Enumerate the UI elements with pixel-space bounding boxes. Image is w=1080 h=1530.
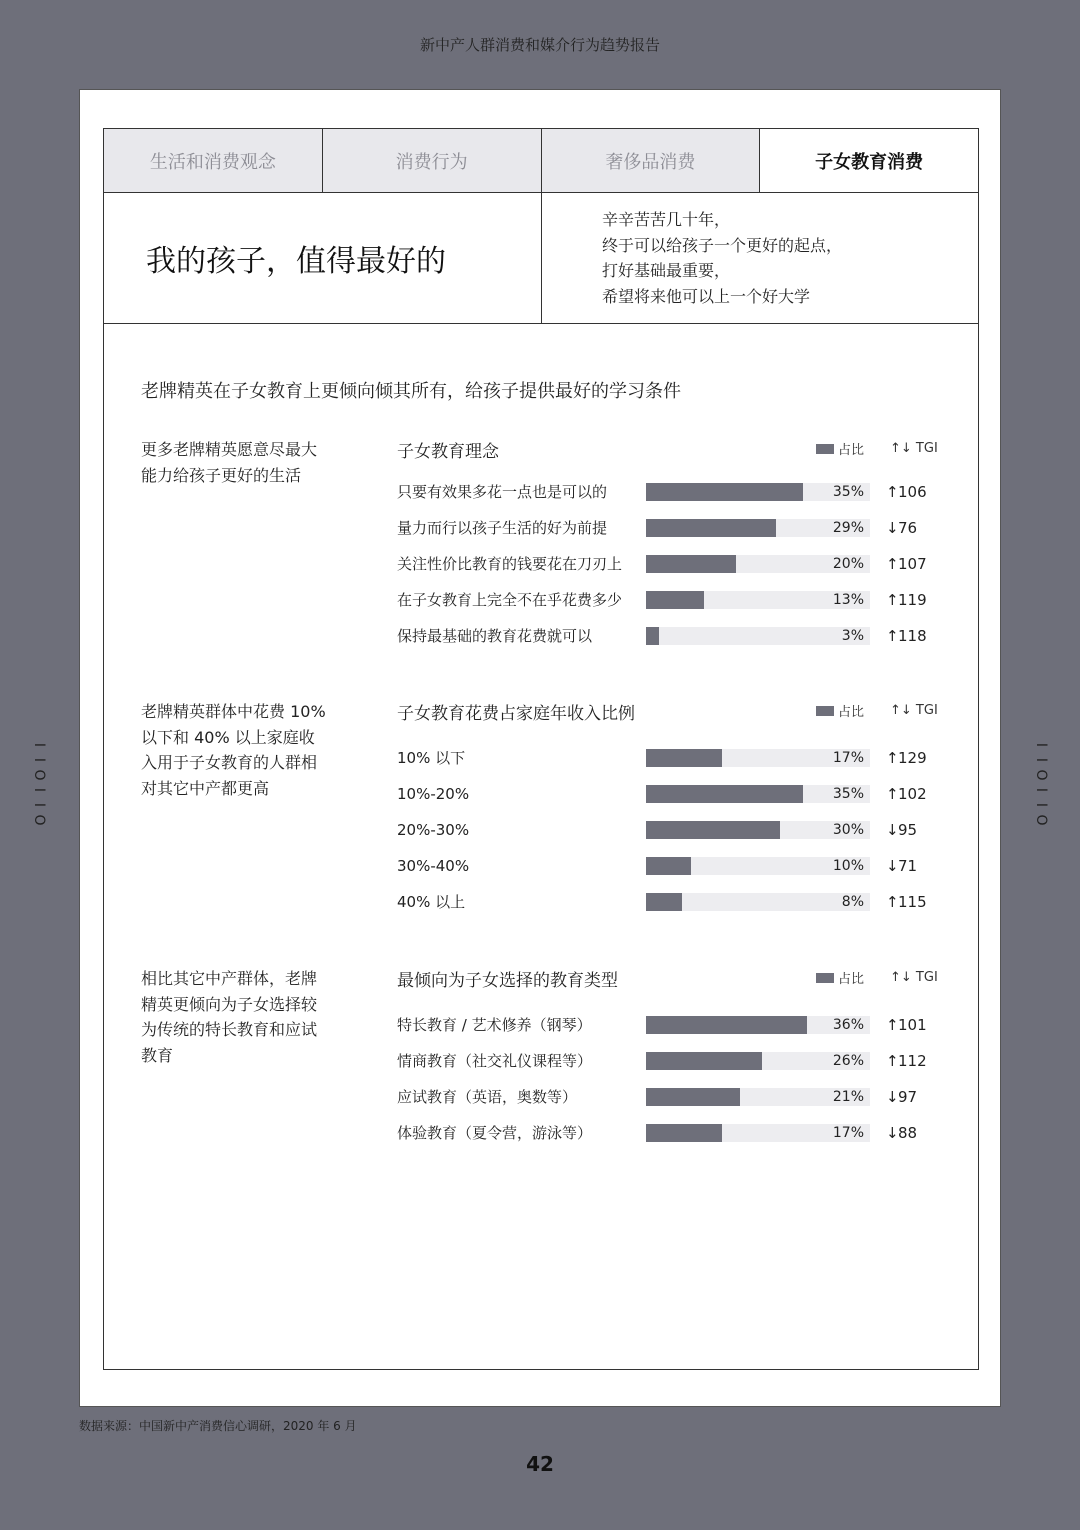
legend-tgi-label: ↑↓ TGI — [890, 970, 938, 985]
bar-track — [646, 1088, 870, 1106]
page-number: 42 — [526, 1452, 554, 1476]
bar-row — [104, 554, 980, 574]
tgi-number: 76 — [898, 519, 918, 537]
bar-value-label: 17% — [832, 750, 864, 766]
tab-consumption[interactable]: 消费行为 — [323, 129, 542, 192]
bar-row — [104, 590, 980, 610]
bar-track — [646, 785, 870, 803]
tab-luxury[interactable]: 奢侈品消费 — [542, 129, 761, 192]
tgi-value — [886, 590, 927, 610]
chart-description-line: 更多老牌精英愿意尽最大 — [141, 440, 318, 459]
tgi-number: 95 — [898, 821, 918, 839]
chart-title: 子女教育理念 — [397, 442, 499, 462]
bar-category-label: 保持最基础的教育花费就可以 — [397, 627, 593, 645]
bar-track — [646, 821, 870, 839]
legend-share-label: 占比 — [838, 443, 865, 458]
arrow-down-icon: ↓ — [886, 821, 899, 839]
bar-row — [104, 820, 980, 840]
legend-swatch — [816, 706, 834, 716]
chart-legend — [816, 968, 938, 987]
bar — [646, 591, 704, 609]
bar-value-label: 21% — [832, 1089, 864, 1105]
arrow-down-icon: ↓ — [886, 1088, 899, 1106]
bar-value-label: 20% — [832, 556, 864, 572]
tgi-value — [886, 856, 917, 876]
tgi-value — [886, 1015, 927, 1035]
arrow-up-icon: ↑ — [886, 483, 899, 501]
bar — [646, 893, 682, 911]
tgi-number: 88 — [898, 1124, 918, 1142]
arrow-up-icon: ↑ — [886, 1016, 899, 1034]
bar-row — [104, 856, 980, 876]
bar-value-label: 10% — [832, 858, 864, 874]
bar-row — [104, 748, 980, 768]
hero-quote-line: 希望将来他可以上一个好大学 — [602, 286, 811, 306]
bar-value-label: 35% — [832, 484, 864, 500]
bar — [646, 1124, 722, 1142]
bar — [646, 857, 691, 875]
tgi-number: 112 — [898, 1052, 927, 1070]
chart-description-line: 以下和 40% 以上家庭收 — [141, 727, 315, 747]
bar-row — [104, 892, 980, 912]
hero-quote-line: 辛辛苦苦几十年， — [602, 210, 731, 229]
bar-track — [646, 519, 870, 537]
arrow-up-icon: ↑ — [886, 785, 899, 803]
bar — [646, 1016, 807, 1034]
report-page — [79, 89, 1001, 1407]
tgi-value — [886, 820, 917, 840]
bar-value-label: 3% — [841, 628, 864, 644]
hero-title: 我的孩子，值得最好的 — [146, 244, 446, 279]
bar-category-label: 量力而行以孩子生活的好为前提 — [397, 519, 608, 537]
hero-quote-line: 终于可以给孩子一个更好的起点， — [602, 235, 843, 255]
hero-left — [104, 193, 542, 323]
bar-value-label: 17% — [832, 1125, 864, 1141]
content-frame — [103, 128, 979, 1370]
tgi-value — [886, 748, 927, 768]
tgi-number: 97 — [898, 1088, 918, 1106]
chart-description — [141, 437, 341, 488]
arrow-up-icon: ↑ — [886, 749, 899, 767]
legend-share-label: 占比 — [838, 705, 865, 720]
chart-legend — [816, 439, 938, 458]
bar — [646, 821, 780, 839]
tgi-value — [886, 482, 927, 502]
hero-section — [104, 193, 978, 324]
section-headline: 老牌精英在子女教育上更倾向倾其所有，给孩子提供最好的学习条件 — [141, 381, 681, 402]
arrow-up-icon: ↑ — [886, 555, 899, 573]
chart-description-line: 对其它中产都更高 — [141, 778, 270, 798]
bar-value-label: 13% — [832, 592, 864, 608]
bar — [646, 519, 776, 537]
bar — [646, 785, 803, 803]
hero-quote-line: 打好基础最重要， — [602, 261, 731, 280]
bar-track — [646, 857, 870, 875]
bar-category-label: 10% 以下 — [397, 749, 466, 767]
chart-description-line: 老牌精英群体中花费 10% — [141, 702, 326, 721]
bar-category-label: 特长教育 / 艺术修养（钢琴） — [397, 1016, 592, 1034]
bar-row — [104, 1087, 980, 1107]
legend-tgi-label: ↑↓ TGI — [890, 703, 938, 718]
arrow-down-icon: ↓ — [886, 857, 899, 875]
tgi-number: 102 — [898, 785, 927, 803]
bar-category-label: 40% 以上 — [397, 893, 466, 911]
bar-track — [646, 1052, 870, 1070]
data-source: 数据来源：中国新中产消费信心调研，2020 年 6 月 — [79, 1419, 357, 1433]
bar-track — [646, 1016, 870, 1034]
bar-value-label: 29% — [832, 520, 864, 536]
bar — [646, 555, 736, 573]
tgi-number: 71 — [898, 857, 918, 875]
bar-category-label: 应试教育（英语，奥数等） — [397, 1088, 578, 1106]
chart-title: 子女教育花费占家庭年收入比例 — [397, 704, 635, 724]
bar — [646, 1052, 762, 1070]
bar-value-label: 36% — [832, 1017, 864, 1033]
tab-child-education[interactable]: 子女教育消费 — [760, 129, 978, 192]
tgi-value — [886, 1123, 917, 1143]
bar-category-label: 10%-20% — [397, 785, 470, 803]
bar-track — [646, 749, 870, 767]
bar-value-label: 26% — [832, 1053, 864, 1069]
bar-track — [646, 555, 870, 573]
arrow-down-icon: ↓ — [886, 1124, 899, 1142]
chart-description-line: 教育 — [141, 1045, 174, 1065]
tgi-value — [886, 1087, 917, 1107]
chart-description-line: 精英更倾向为子女选择较 — [141, 994, 318, 1014]
tgi-value — [886, 784, 927, 804]
side-decoration-left: I I O I I O — [31, 742, 47, 826]
tgi-value — [886, 626, 927, 646]
legend-swatch — [816, 973, 834, 983]
bar-category-label: 30%-40% — [397, 857, 470, 875]
bar-track — [646, 627, 870, 645]
bar-category-label: 体验教育（夏令营，游泳等） — [397, 1124, 593, 1142]
legend-tgi-label: ↑↓ TGI — [890, 441, 938, 456]
tgi-number: 107 — [898, 555, 927, 573]
bar-category-label: 20%-30% — [397, 821, 470, 839]
bar — [646, 627, 659, 645]
tgi-number: 119 — [898, 591, 927, 609]
bar-row — [104, 1051, 980, 1071]
bar-category-label: 只要有效果多花一点也是可以的 — [397, 483, 608, 501]
section-tabs — [104, 129, 978, 193]
bar-category-label: 情商教育（社交礼仪课程等） — [397, 1052, 593, 1070]
chart-description-line: 为传统的特长教育和应试 — [141, 1020, 318, 1039]
tgi-value — [886, 554, 927, 574]
bar-track — [646, 1124, 870, 1142]
chart-description-line: 能力给孩子更好的生活 — [141, 465, 302, 485]
chart-description-line: 相比其它中产群体，老牌 — [141, 969, 318, 988]
tab-lifestyle[interactable]: 生活和消费观念 — [104, 129, 323, 192]
bar — [646, 483, 803, 501]
arrow-up-icon: ↑ — [886, 893, 899, 911]
bar-track — [646, 591, 870, 609]
chart-title: 最倾向为子女选择的教育类型 — [397, 971, 618, 991]
tgi-value — [886, 1051, 927, 1071]
arrow-up-icon: ↑ — [886, 1052, 899, 1070]
bar-track — [646, 483, 870, 501]
bar-value-label: 35% — [832, 786, 864, 802]
bar-row — [104, 784, 980, 804]
arrow-down-icon: ↓ — [886, 519, 899, 537]
tgi-number: 129 — [898, 749, 927, 767]
bar-row — [104, 626, 980, 646]
report-title: 新中产人群消费和媒介行为趋势报告 — [419, 36, 660, 54]
bar-category-label: 关注性价比教育的钱要花在刀刃上 — [397, 555, 623, 573]
tgi-number: 101 — [898, 1016, 927, 1034]
arrow-up-icon: ↑ — [886, 591, 899, 609]
chart-description-line: 入用于子女教育的人群相 — [141, 753, 318, 772]
tgi-value — [886, 892, 927, 912]
legend-swatch — [816, 444, 834, 454]
bar — [646, 1088, 740, 1106]
bar-row — [104, 1123, 980, 1143]
side-decoration-right: I I O I I O — [1033, 742, 1049, 826]
bar-row — [104, 482, 980, 502]
chart-legend — [816, 701, 938, 720]
bar-row — [104, 518, 980, 538]
tgi-number: 115 — [898, 893, 927, 911]
arrow-up-icon: ↑ — [886, 627, 899, 645]
bar-value-label: 30% — [832, 822, 864, 838]
tgi-value — [886, 518, 917, 538]
bar-row — [104, 1015, 980, 1035]
bar — [646, 749, 722, 767]
tgi-number: 106 — [898, 483, 927, 501]
tgi-number: 118 — [898, 627, 927, 645]
legend-share-label: 占比 — [838, 972, 865, 987]
bar-category-label: 在子女教育上完全不在乎花费多少 — [397, 591, 623, 609]
hero-quote — [542, 193, 978, 323]
bar-value-label: 8% — [841, 894, 864, 910]
bar-track — [646, 893, 870, 911]
